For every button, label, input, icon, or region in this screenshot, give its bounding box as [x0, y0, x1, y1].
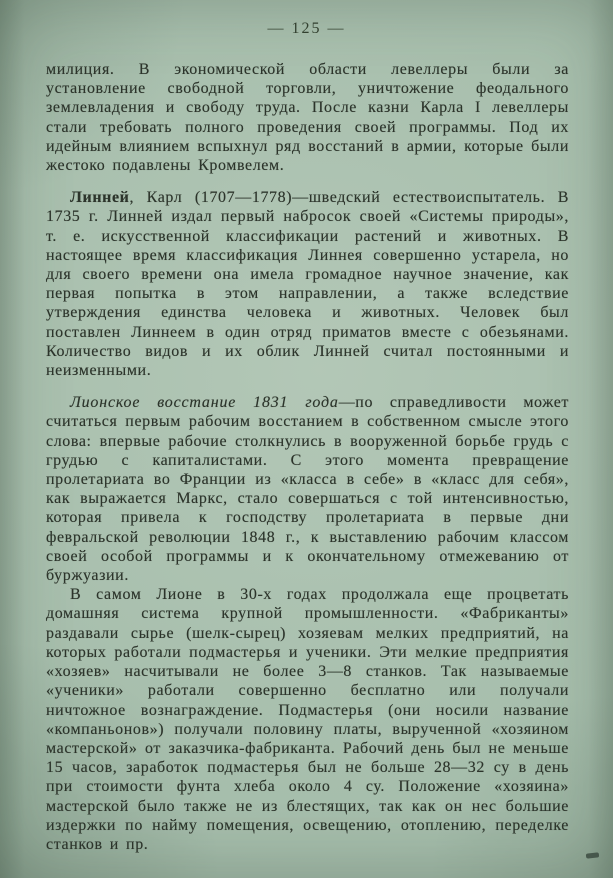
paragraph-entry-lyon-uprising	[46, 393, 569, 585]
page-number: — 125 —	[267, 20, 346, 37]
paragraph-text: , Карл (1707—1778)—шведский естествоиспытатель. В 1735 г. Линней издал первый набросок своей «Системы природы», т. е. искусственной классификации растений и животных. В настоящее время классификация Линнея совершенно устарела, но для своего времени она имела громадное научное значение, как первая попытка в этом направлении, а также вследствие утверждения единства человека и животных. Человек был поставлен Линнеем в один отряд приматов вместе с обезьянами. Количество видов и их облик Линней считал постоянными и неизменными.	[46, 189, 569, 380]
ink-smudge-mark	[586, 852, 599, 858]
paragraph-text: милиция. В экономической области левеллеры были за установление свободной торговли, уничтожение феодального землевладения и свободу труда. После казни Карла I левеллеры стали требовать полного проведения своей программы. Под их идейным влиянием вспыхнул ряд восстаний в армии, которые были жестоко подавлены Кромвелем.	[46, 61, 569, 175]
entry-headword: Линней	[70, 189, 130, 207]
paragraph-militia-continuation	[46, 60, 569, 175]
text-block	[46, 60, 569, 854]
paragraph-entry-linnaeus	[46, 188, 569, 380]
entry-headword: Лионское восстание 1831 года	[70, 394, 339, 412]
paragraph-text: —по справедливости может считаться первым рабочим восстанием в собственном смысле этого слова: впервые рабочие столкнулись в вооруженной борьбе грудь с грудью с капиталистами. С этого момента превращение пролетариата во Франции из «класса в себе» в «класс для себя», как выражается Маркс, стало совершаться с той интенсивностью, которая привела к господству пролетариата в первые дни февральской революции 1848 г., к выставлению рабочим классом своей особой программы и к окончательному отмежеванию от буржуазии.	[46, 394, 569, 585]
paragraph-lyon-detail	[46, 585, 569, 854]
paragraph-text: В самом Лионе в 30-х годах продолжала еще процветать домашняя система крупной промышленности. «Фабриканты» раздавали сырье (шелк-сырец) хозяевам мелких предприятий, на которых работали подмастерья и ученики. Эти мелкие предприятия «хозяев» насчитывали не более 3—8 станков. Так называемые «ученики» работали совершенно бесплатно или получали ничтожное вознаграждение. Подмастерья (они носили название «компаньонов») получали половину платы, вырученной «хозяином мастерской» от заказчика-фабриканта. Рабочий день был не меньше 15 часов, заработок подмастерья был не больше 28—32 су в день при стоимости фунта хлеба около 4 су. Положение «хозяина» мастерской было также не из блестящих, так как он нес большие издержки по найму помещения, освещению, отоплению, переделке станков и пр.	[46, 586, 569, 853]
